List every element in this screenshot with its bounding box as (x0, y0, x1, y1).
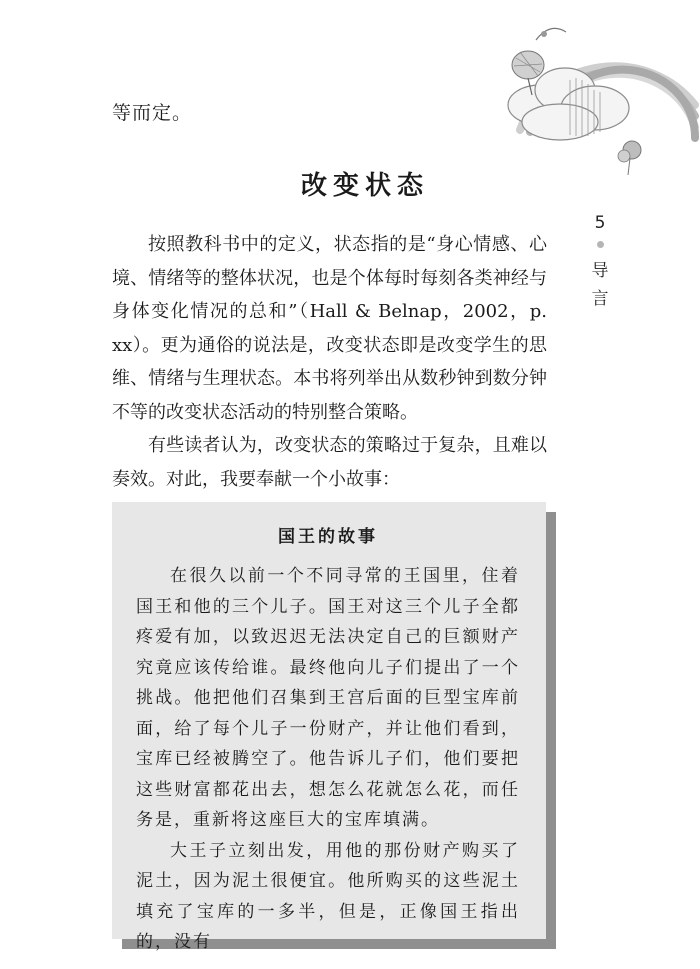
chapter-label-char: 言 (591, 289, 609, 309)
story-text (136, 561, 520, 958)
story-paragraph: 大王子立刻出发，用他的那份财产购买了泥土，因为泥土很便宜。他所购买的这些泥土填充了宝库的一多半，但是，正像国王指出的，没有 (136, 840, 520, 952)
page-number: 5 (594, 213, 606, 233)
top-line-text: 等而定。 (112, 102, 193, 124)
story-box (112, 502, 546, 952)
section-title: 改变状态 (300, 171, 429, 201)
story-title: 国王的故事 (278, 527, 378, 547)
body-text (112, 228, 547, 496)
body-paragraph: 按照教科书中的定义，状态指的是“身心情感、心境、情绪等的整体状况，也是个体每时每刻各类神经与身体变化情况的总和”（Hall & Belnap，2002，p. xx）。更为通俗的说法是，改变状态即是改变学生的思维、情绪与生理状态。本书将列举出从数秒钟到数分钟不等的改变状态活动的特别整合策略。 (112, 234, 547, 423)
chapter-side-tab (588, 213, 612, 312)
rainbow-cloud-illustration-icon (500, 10, 700, 180)
chapter-label-char: 导 (591, 261, 609, 281)
separator-dot-icon (597, 241, 604, 248)
body-paragraph: 有些读者认为，改变状态的策略过于复杂，且难以奏效。对此，我要奉献一个小故事： (112, 435, 547, 490)
story-paragraph: 在很久以前一个不同寻常的王国里，住着国王和他的三个儿子。国王对这三个儿子全都疼爱有加，以致迟迟无法决定自己的巨额财产究竟应该传给谁。最终他向儿子们提出了一个挑战。他把他们召集到王宫后面的巨型宝库前面，给了每个儿子一份财产，并让他们看到，宝库已经被腾空了。他告诉儿子们，他们要把这些财富都花出去，想怎么花就怎么花，而任务是，重新将这座巨大的宝库填满。 (136, 566, 520, 830)
